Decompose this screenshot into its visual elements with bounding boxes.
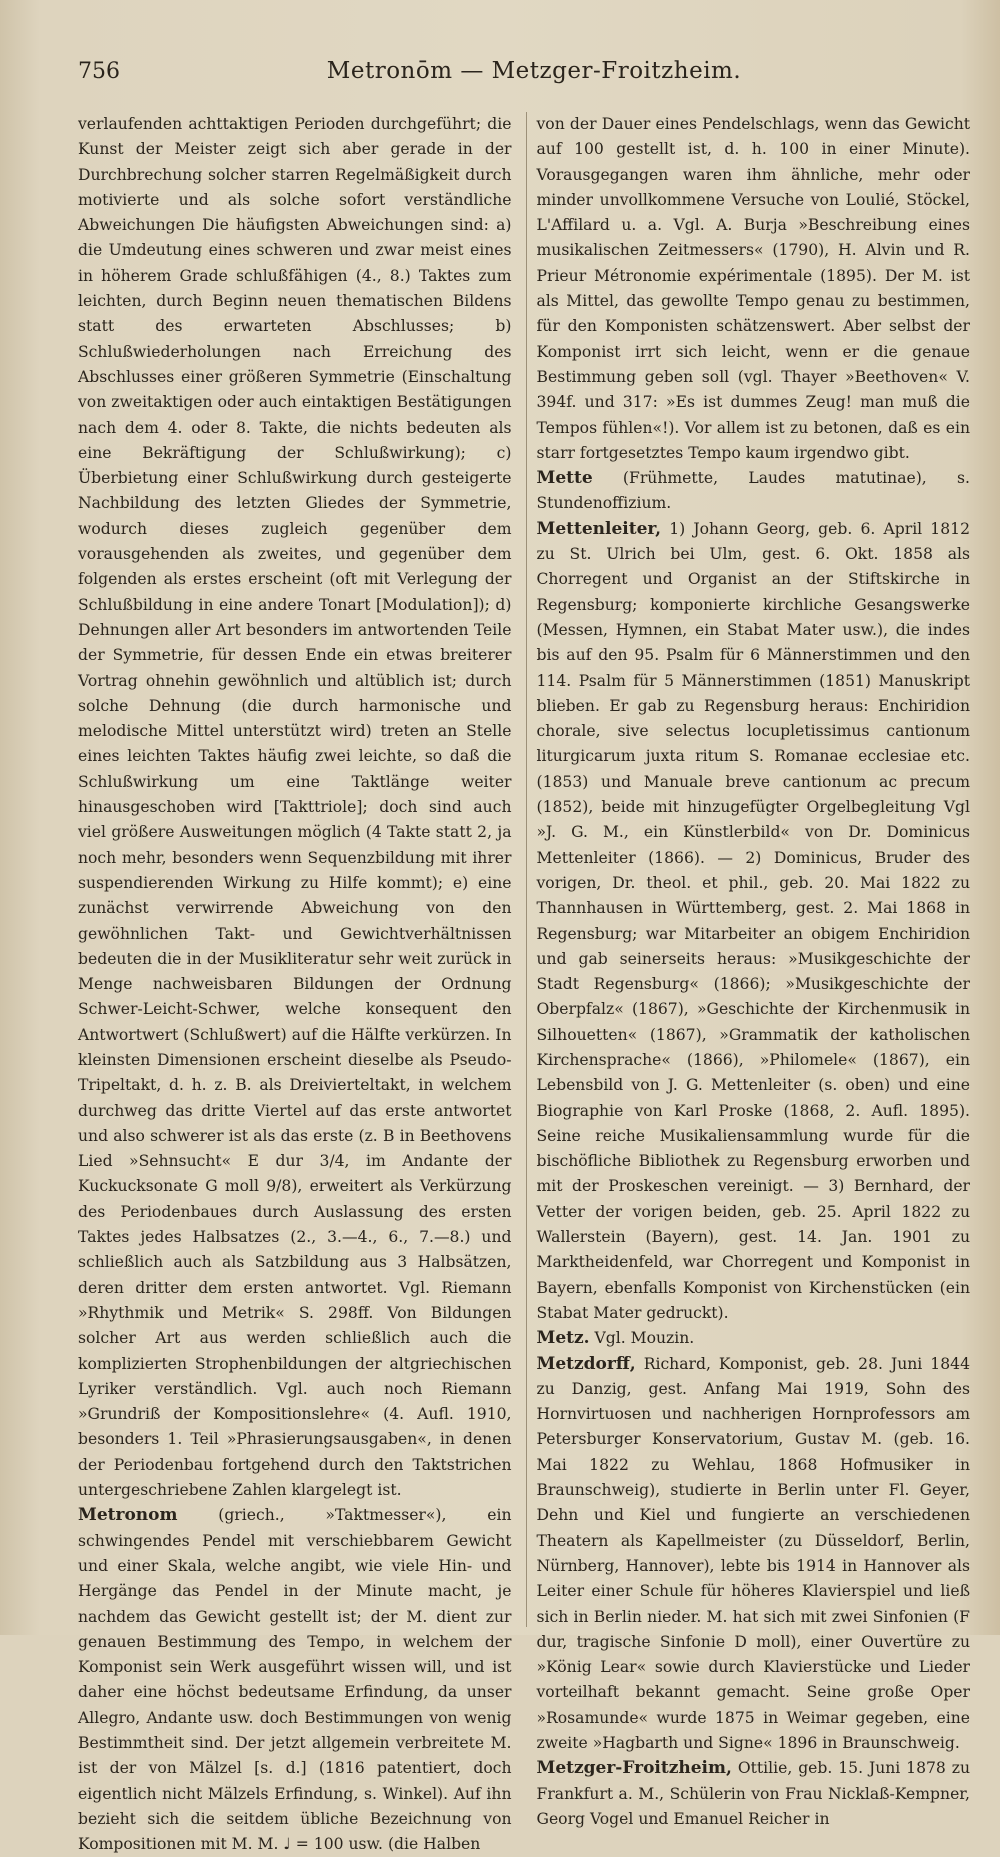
headword-metronom: Metronom (78, 1505, 178, 1526)
left-column (78, 112, 512, 1854)
headword-mette: Mette (536, 468, 593, 489)
entry-metzger-froitzheim (537, 1756, 971, 1832)
entry-metzdorff-text: Richard, Komponist, geb. 28. Juni 1844 zu Danzig, gest. Anfang Mai 1919, Sohn des Hornvirtuosen und nachherigen Hornprofessors am Petersburger Konservatorium, Gustav M. (geb. 16. Mai 1822 zu Wehlau, 1868 Hofmusiker in Braunschweig), studierte in Berlin unter Fl. Geyer, Dehn und Kiel und fungierte an verschiedenen Theatern als Kapellmeister (zu Düsseldorf, Berlin, Nürnberg, Hannover), lebte bis 1914 in Hannover als Leiter einer Schule für höheres Klavierspiel und ließ sich in Berlin nieder. M. hat sich mit zwei Sinfonien (F dur, tragische Sinfonie D moll), einer Ouvertüre zu »König Lear« sowie durch Klavierstücke und Lieder vorteilhaft bekannt gemacht. Seine große Oper »Rosamunde« wurde 1875 in Weimar gegeben, eine zweite »Hagbarth und Signe« 1896 in Braunschweig. (536, 1354, 970, 1752)
page-number: 756 (78, 59, 120, 84)
headword-metzger-froitzheim: Metzger-Froitzheim, (536, 1758, 732, 1779)
entry-metronom-text: (griech., »Taktmesser«), ein schwingendes Pendel mit verschiebbarem Gewicht und einer Skala, welche angibt, wie viele Hin- und Hergänge das Pendel in der Minute macht, je nachdem das Gewicht gestellt ist; der M. dient zur genauen Bestimmung des Tempo, in welchem der Komponist sein Werk ausgeführt wissen will, und ist daher eine höchst bedeutsame Erfindung, da unser Allegro, Andante usw. doch Bestimmungen von wenig Bestimmtheit sind. Der jetzt allgemein verbreitete M. ist der von Mälzel [s. d.] (1816 patentiert, doch eigentlich nicht Mälzels Erfindung, s. Winkel). Auf ihn bezieht sich die seitdem übliche Bezeichnung von Kompositionen mit M. M. ♩ = 100 usw. (die Halben (78, 1506, 512, 1854)
headword-metzdorff: Metzdorff, (536, 1353, 636, 1374)
entry-metz (537, 1326, 971, 1351)
entry-metz-text: Vgl. Mouzin. (589, 1329, 695, 1348)
entry-mettenleiter-text: 1) Johann Georg, geb. 6. April 1812 zu St. Ulrich bei Ulm, gest. 6. Okt. 1858 als Chorregent und Organist an der Stiftskirche in Regensburg; komponierte kirchliche Gesangswerke (Messen, Hymnen, ein Stabat Mater usw.), die indes bis auf den 95. Psalm für 6 Männerstimmen und den 114. Psalm für 5 Männerstimmen (1851) Manuskript blieben. Er gab zu Regensburg heraus: Enchiridion chorale, sive selectus locupletissimus cantionum liturgicarum juxta ritum S. Romanae ecclesiae etc. (1853) und Manuale breve cantionum ac precum (1852), beide mit hinzugefügter Orgelbegleitung Vgl »J. G. M., ein Künstlerbild« von Dr. Dominicus Mettenleiter (1866). — 2) Dominicus, Bruder des vorigen, Dr. theol. et phil., geb. 20. Mai 1822 zu Thannhausen in Württemberg, gest. 2. Mai 1868 in Regensburg; war Mitarbeiter an obigem Enchiridion und gab seinerseits heraus: »Musikgeschichte der Stadt Regensburg« (1866); »Musikgeschichte der Oberpfalz« (1867), »Geschichte der Kirchenmusik in Silhouetten« (1867), »Grammatik der katholischen Kirchensprache« (1866), »Philomele« (1867), ein Lebensbild von J. G. Mettenleiter (s. oben) und eine Biographie von Karl Proske (1868, 2. Aufl. 1895). Seine reiche Musikaliensammlung wurde für die bischöfliche Bibliothek zu Regensburg erworben und mit der Proskeschen vereinigt. — 3) Bernhard, der Vetter der vorigen beiden, geb. 25. April 1822 zu Wallerstein (Bayern), gest. 14. Jan. 1901 zu Marktheidenfeld, war Chorregent und Komponist in Bayern, ebenfalls Komponist von Kirchenstücken (ein Stabat Mater gedruckt). (536, 519, 970, 1322)
entry-mettenleiter (537, 517, 971, 1327)
entry-mette-text: (Frühmette, Laudes matutinae), s. Stundenoffizium. (536, 469, 970, 513)
right-column (526, 112, 971, 1828)
entry-continuation: verlaufenden achttaktigen Perioden durchgeführt; die Kunst der Meister zeigt sich aber gerade in der Durchbrechung solcher starren Regelmäßigkeit durch motivierte und als solche sofort verständliche Abweichungen Die häufigsten Abweichungen sind: a) die Umdeutung eines schweren und zwar meist eines in höherem Grade schlußfähigen (4., 8.) Taktes zum leichten, durch Beginn neuen thematischen Bildens statt des erwarteten Abschlusses; b) Schlußwiederholungen nach Erreichung des Abschlusses einer größeren Symmetrie (Einschaltung von zweitaktigen oder auch eintaktigen Bestätigungen nach dem 4. oder 8. Takte, die nichts bedeuten als eine Bekräftigung der Schlußwirkung); c) Überbietung einer Schlußwirkung durch gesteigerte Nachbildung des letzten Gliedes der Symmetrie, wodurch dieses zugleich gegenüber dem vorausgehenden als zweites, und gegenüber dem folgenden als erstes erscheint (oft mit Verlegung der Schlußbildung in eine andere Tonart [Modulation]); d) Dehnungen aller Art besonders im antwortenden Teile der Symmetrie, für dessen Ende ein etwas breiterer Vortrag ohnehin gewöhnlich und altüblich ist; durch solche Dehnung (die durch harmonische und melodische Mittel unterstützt wird) treten an Stelle eines leichten Taktes häufig zwei leichte, so daß die Schlußwirkung um eine Taktlänge weiter hinausgeschoben wird [Takttriole]; doch sind auch viel größere Ausweitungen möglich (4 Takte statt 2, ja noch mehr, besonders wenn Sequenzbildung mit ihrer suspendierenden Wirkung zu Hilfe kommt); e) eine zunächst verwirrende Abweichung von den gewöhnlichen Takt- und Gewichtverhältnissen bedeuten die in der Musikliteratur sehr weit zurück in Menge nachweisbaren Bildungen der Ordnung Schwer-Leicht-Schwer, welche konsequent den Antwortwert (Schlußwert) auf die Hälfte verkürzen. In kleinsten Dimensionen erscheint dieselbe als Pseudo-Tripeltakt, d. h. z. B. als Dreivierteltakt, in welchem durchweg das dritte Viertel auf das erste antwortet und also schwerer ist als das erste (z. B in Beethovens Lied »Sehnsucht« E dur 3/4, im Andante der Kuckucksonate G moll 9/8), erweitert als Verkürzung des Periodenbaues durch Auslassung des ersten Taktes jedes Halbsatzes (2., 3.—4., 6., 7.—8.) und schließlich auch als Satzbildung aus 3 Halbsätzen, deren dritter dem ersten antwortet. Vgl. Riemann »Rhythmik und Metrik« S. 298ff. Von Bildungen solcher Art aus werden schließlich auch die komplizierten Strophenbildungen der altgriechischen Lyriker verständlich. Vgl. auch noch Riemann »Grundriß der Kompositionslehre« (4. Aufl. 1910, besonders 1. Teil »Phrasierungsausgaben«, in denen der Periodenbau fortgehend durch den Taktstrichen untergeschriebene Zahlen klargelegt ist. (78, 115, 512, 1500)
entry-metzger-froitzheim-text: Ottilie, geb. 15. Juni 1878 zu Frankfurt a. M., Schülerin von Frau Nicklaß-Kempner, Georg Vogel und Emanuel Reicher in (536, 1759, 970, 1828)
page-header (78, 58, 970, 102)
entry-metronom (78, 1503, 512, 1857)
text-columns (78, 112, 970, 1854)
entry-metronom-continued: von der Dauer eines Pendelschlags, wenn das Gewicht auf 100 gestellt ist, d. h. 100 in einer Minute). Vorausgegangen waren ihm ähnliche, mehr oder minder unvollkommene Versuche von Loulié, Stöckel, L'Affilard u. a. Vgl. A. Burja »Beschreibung eines musikalischen Zeitmessers« (1790), H. Alvin und R. Prieur Métronomie expérimentale (1895). Der M. ist als Mittel, das gewollte Tempo genau zu bestimmen, für den Komponisten schätzenswert. Aber selbst der Komponist irrt sich leicht, wenn er die genaue Bestimmung geben soll (vgl. Thayer »Beethoven« V. 394f. und 317: »Es ist dummes Zeug! man muß die Tempos fühlen«!). Vor allem ist zu betonen, daß es ein starr fortgesetztes Tempo kaum irgendwo gibt. (536, 115, 970, 462)
headword-metz: Metz. (536, 1328, 590, 1349)
entry-mette (537, 466, 971, 517)
headword-mettenleiter: Mettenleiter, (536, 518, 662, 539)
entry-metzdorff (537, 1352, 971, 1757)
running-title: Metronōm — Metzger-Froitzheim. (326, 58, 742, 84)
